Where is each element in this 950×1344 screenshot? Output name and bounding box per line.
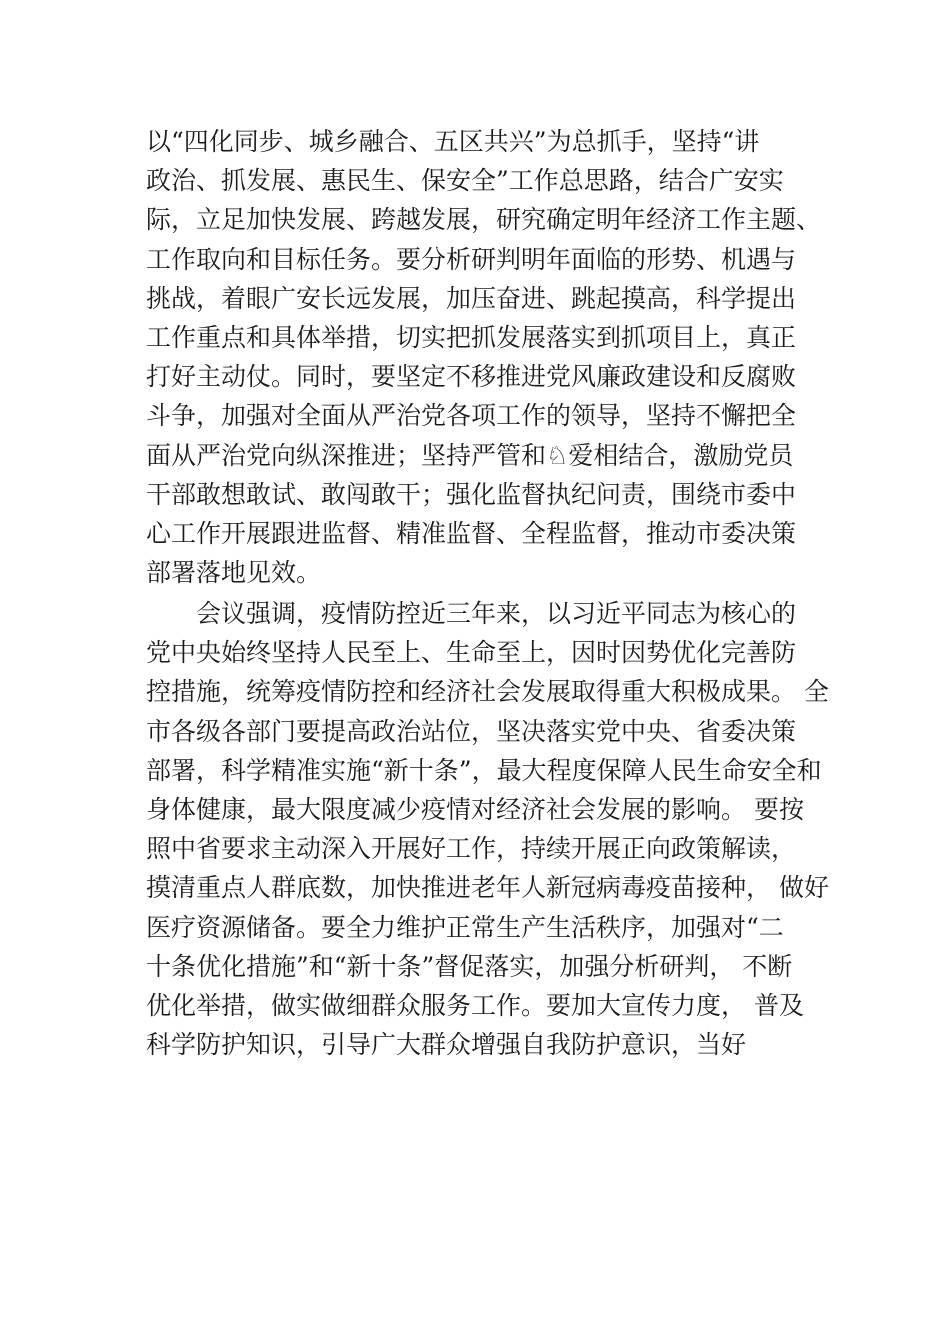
text-line: 心工作开展跟进监督、精准监督、全程监督，推动市委决策 xyxy=(146,518,797,548)
text-line: 摸清重点人群底数，加快推进老年人新冠病毒疫苗接种， 做好 xyxy=(146,873,829,903)
text-line: 部署，科学精准实施“新十条”，最大程度保障人民生命安全和 xyxy=(146,755,822,785)
text-line: 以“四化同步、城乡融合、五区共兴”为总抓手，坚持“讲 xyxy=(146,127,760,156)
text-line: 党中央始终坚持人民至上、生命至上，因时因势优化完善防 xyxy=(146,638,797,668)
text-line: 挑战，着眼广安长远发展，加压奋进、跳起摸高，科学提出 xyxy=(146,283,797,313)
text-line: 优化举措，做实做细群众服务工作。要加大宣传力度， 普及 xyxy=(146,990,804,1020)
text-line: 干部敢想敢试、敢闯敢干；强化监督执纪问责，围绕市委中 xyxy=(146,479,797,509)
text-line: 控措施，统筹疫情防控和经济社会发展取得重大积极成果。 全 xyxy=(146,677,829,707)
text-line: 面从严治党向纵深推进；坚持严管和♘爱相结合，激励党员 xyxy=(146,440,794,470)
paragraph-1 xyxy=(146,122,836,592)
text-line: 工作取向和目标任务。要分析研判明年面临的形势、机遇与 xyxy=(146,244,797,274)
text-line: 市各级各部门要提高政治站位，坚决落实党中央、省委决策 xyxy=(146,716,797,746)
text-line: 医疗资源储备。要全力维护正常生产生活秩序，加强对“二 xyxy=(146,912,784,942)
text-line: 际，立足加快发展、跨越发展，研究确定明年经济工作主题、 xyxy=(146,205,822,235)
text-line: 十条优化措施”和“新十条”督促落实，加强分析研判， 不断 xyxy=(146,951,793,981)
text-line: 身体健康，最大限度减少疫情对经济社会发展的影响。 要按 xyxy=(146,794,804,824)
text-line: 政治、抓发展、惠民生、保安全”工作总思路，结合广安实 xyxy=(146,166,784,196)
text-line: 斗争，加强对全面从严治党各项工作的领导，坚持不懈把全 xyxy=(146,401,797,431)
text-line: 照中省要求主动深入开展好工作，持续开展正向政策解读， xyxy=(146,834,797,864)
text-line: 工作重点和具体举措，切实把抓发展落实到抓项目上，真正 xyxy=(146,322,797,352)
text-line: 科学防护知识，引导广大群众增强自我防护意识，当好 xyxy=(146,1030,747,1060)
text-line: 部署落地见效。 xyxy=(146,558,322,588)
text-line-first-indented: 会议强调，疫情防控近三年来，以习近平同志为核心的 xyxy=(196,599,797,628)
paragraph-2 xyxy=(146,594,836,1064)
text-line: 打好主动仗。同时，要坚定不移推进党风廉政建设和反腐败 xyxy=(146,362,797,392)
